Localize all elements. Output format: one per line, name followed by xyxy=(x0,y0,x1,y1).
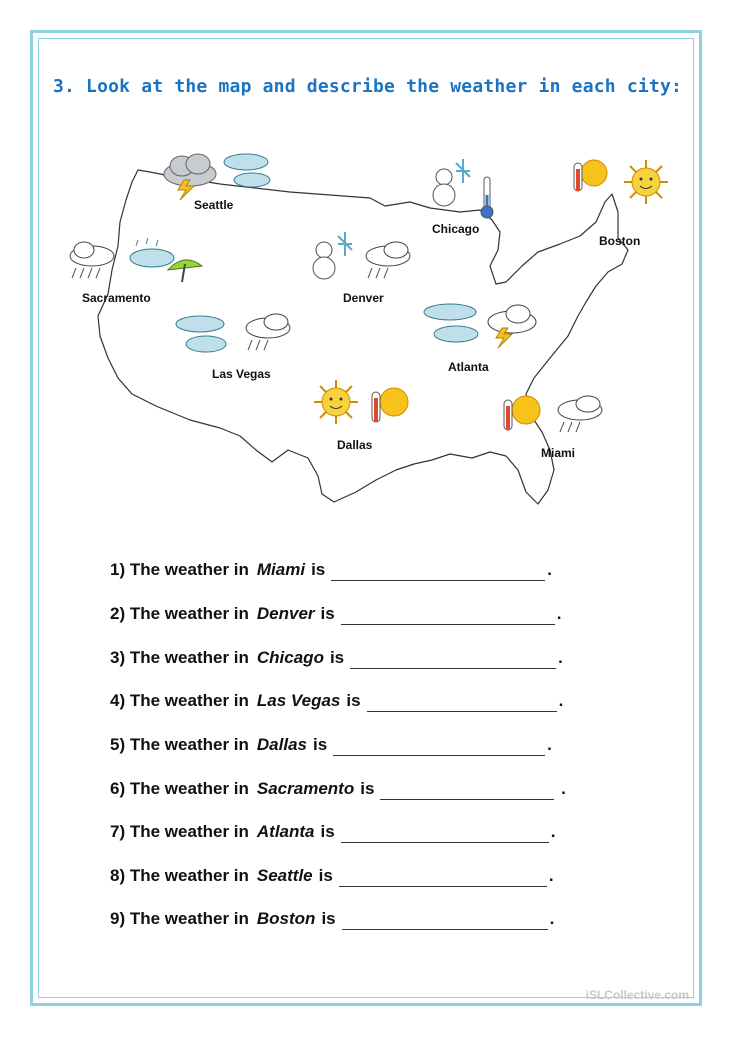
answer-blank[interactable] xyxy=(342,913,548,930)
storm-cloud-icon xyxy=(160,150,220,200)
snowman-icon xyxy=(310,228,358,280)
answer-blank[interactable] xyxy=(331,564,545,581)
question-city: Denver xyxy=(256,604,315,623)
sun-icon xyxy=(622,158,670,206)
sun-icon xyxy=(312,378,360,426)
city-label-las-vegas: Las Vegas xyxy=(212,367,271,381)
question-item: 1) The weather in Miami is . xyxy=(110,560,552,579)
answer-blank[interactable] xyxy=(339,870,547,887)
question-city: Sacramento xyxy=(256,779,355,798)
question-item: 2) The weather in Denver is . xyxy=(110,604,562,623)
question-item: 6) The weather in Sacramento is . xyxy=(110,779,566,798)
question-item: 7) The weather in Atlanta is . xyxy=(110,822,556,841)
exercise-title: 3. Look at the map and describe the weather in each city: xyxy=(52,76,683,97)
watermark: iSLCollective.com xyxy=(585,988,689,1002)
rain-cloud-icon xyxy=(238,312,294,354)
hot-thermometer-icon xyxy=(368,382,412,428)
answer-blank[interactable] xyxy=(350,652,556,669)
hot-thermometer-icon xyxy=(500,390,544,436)
question-item: 8) The weather in Seattle is . xyxy=(110,866,554,885)
storm-cloud-icon xyxy=(482,302,538,350)
question-item: 9) The weather in Boston is . xyxy=(110,909,555,928)
cloudy-icon xyxy=(422,300,482,346)
snowman-icon xyxy=(430,155,476,210)
question-city: Las Vegas xyxy=(256,691,341,710)
cloudy-icon xyxy=(174,312,230,356)
question-city: Chicago xyxy=(256,648,324,667)
city-label-miami: Miami xyxy=(541,446,576,460)
city-label-denver: Denver xyxy=(343,291,384,305)
hot-thermometer-icon xyxy=(570,155,610,197)
city-label-chicago: Chicago xyxy=(432,222,480,236)
question-city: Seattle xyxy=(256,866,313,885)
answer-blank[interactable] xyxy=(341,608,555,625)
answer-blank[interactable] xyxy=(380,783,554,800)
question-city: Dallas xyxy=(256,735,307,754)
question-city: Miami xyxy=(256,560,306,579)
answer-blank[interactable] xyxy=(341,826,549,843)
rain-cloud-icon xyxy=(550,394,606,436)
rain-cloud-icon xyxy=(358,240,416,282)
usa-map xyxy=(60,140,700,520)
question-city: Atlanta xyxy=(256,822,315,841)
question-item: 3) The weather in Chicago is . xyxy=(110,648,563,667)
city-label-dallas: Dallas xyxy=(337,438,373,452)
question-item: 4) The weather in Las Vegas is . xyxy=(110,691,564,710)
answer-blank[interactable] xyxy=(333,739,545,756)
rain-cloud-icon xyxy=(64,240,120,282)
city-label-atlanta: Atlanta xyxy=(448,360,489,374)
city-label-seattle: Seattle xyxy=(194,198,234,212)
question-city: Boston xyxy=(256,909,316,928)
city-label-boston: Boston xyxy=(599,234,641,248)
drizzle-umbrella-icon xyxy=(126,236,206,286)
cloudy-icon xyxy=(222,150,272,190)
answer-blank[interactable] xyxy=(367,695,557,712)
question-item: 5) The weather in Dallas is . xyxy=(110,735,552,754)
city-label-sacramento: Sacramento xyxy=(82,291,151,305)
cold-thermometer-icon xyxy=(478,175,496,220)
